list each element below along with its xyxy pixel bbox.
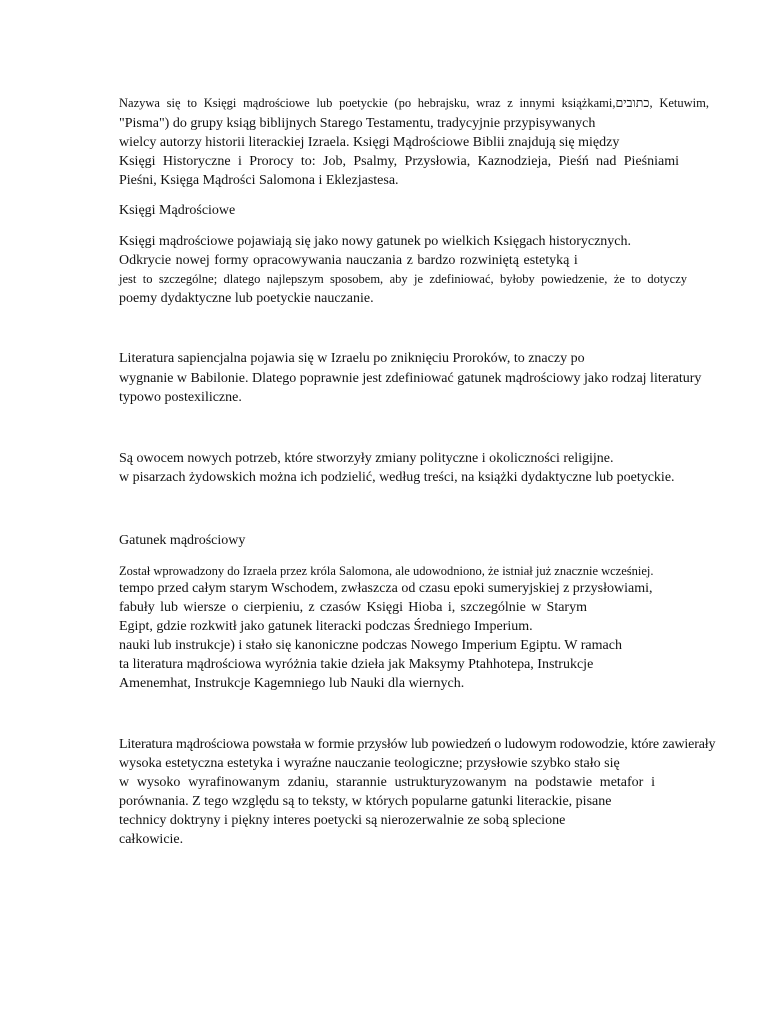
text-line: Są owocem nowych potrzeb, które stworzyły zmiany polityczne i okoliczności religijne. xyxy=(119,451,614,466)
text-line: wygnanie w Babilonie. Dlatego poprawnie jest zdefiniować gatunek mądrościowy jako rodzaj literatury xyxy=(119,371,702,386)
text-line: Amenemhat, Instrukcje Kagemniego lub Nauki dla wiernych. xyxy=(119,676,465,691)
text-line: nauki lub instrukcje) i stało się kanoniczne podczas Nowego Imperium Egiptu. W ramach xyxy=(119,638,622,653)
text-line: Literatura sapiencjalna pojawia się w Izraelu po zniknięciu Proroków, to znaczy po xyxy=(119,351,585,366)
text-line: poemy dydaktyczne lub poetyckie nauczanie. xyxy=(119,291,374,306)
text-line: "Pisma") do grupy ksiąg biblijnych Starego Testamentu, tradycyjnie przypisywanych xyxy=(119,116,596,131)
text-line: Został wprowadzony do Izraela przez króla Salomona, ale udowodniono, że istniał już znacznie wcześniej. xyxy=(119,564,654,578)
text-line: Odkrycie nowej formy opracowywania nauczania z bardzo rozwiniętą estetyką i xyxy=(119,253,578,268)
text-line: technicy doktryny i piękny interes poetycki są nierozerwalnie ze sobą splecione xyxy=(119,813,566,828)
text-line: całkowicie. xyxy=(119,832,184,847)
text-line: w wysoko wyrafinowanym zdaniu, starannie ustrukturyzowanym na podstawie metafor i xyxy=(119,775,655,790)
text-line: w pisarzach żydowskich można ich podzielić, według treści, na książki dydaktyczne lub poetyckie. xyxy=(119,470,675,485)
text-line: Księgi Historyczne i Prorocy to: Job, Psalmy, Przysłowia, Kaznodzieja, Pieśń nad Pieśniami xyxy=(119,154,679,169)
text-line: Księgi mądrościowe pojawiają się jako nowy gatunek po wielkich Księgach historycznych. xyxy=(119,234,632,249)
section-heading: Gatunek mądrościowy xyxy=(119,533,246,548)
text-line: Literatura mądrościowa powstała w formie przysłów lub powiedzeń o ludowym rodowodzie, które zawierały xyxy=(119,737,716,752)
text-line: porównania. Z tego względu są to teksty, w których popularne gatunki literackie, pisane xyxy=(119,794,612,809)
text-line: jest to szczególne; dlatego najlepszym sposobem, aby je zdefiniować, byłoby powiedzenie, że to dotyczy xyxy=(119,272,687,286)
section-heading: Księgi Mądrościowe xyxy=(119,203,236,218)
text-line: Nazywa się to Księgi mądrościowe lub poetyckie (po hebrajsku, wraz z innymi książkami,כתובים, Ketuwim, xyxy=(119,96,709,110)
text-line: Egipt, gdzie rozkwitł jako gatunek literacki podczas Średniego Imperium. xyxy=(119,619,533,634)
text-line: wielcy autorzy historii literackiej Izraela. Księgi Mądrościowe Biblii znajdują się między xyxy=(119,135,620,150)
text-line: Pieśni, Księga Mądrości Salomona i Eklezjastesa. xyxy=(119,173,399,188)
text-line: tempo przed całym starym Wschodem, zwłaszcza od czasu epoki sumeryjskiej z przysłowiami, xyxy=(119,581,653,596)
text-line: fabuły lub wiersze o cierpieniu, z czasów Księgi Hioba i, szczególnie w Starym xyxy=(119,600,587,615)
text-line: ta literatura mądrościowa wyróżnia takie dzieła jak Maksymy Ptahhotepa, Instrukcje xyxy=(119,657,594,672)
text-line: wysoka estetyczna estetyka i wyraźne nauczanie teologiczne; przysłowie szybko stało się xyxy=(119,756,620,771)
text-line: typowo postexiliczne. xyxy=(119,390,242,405)
